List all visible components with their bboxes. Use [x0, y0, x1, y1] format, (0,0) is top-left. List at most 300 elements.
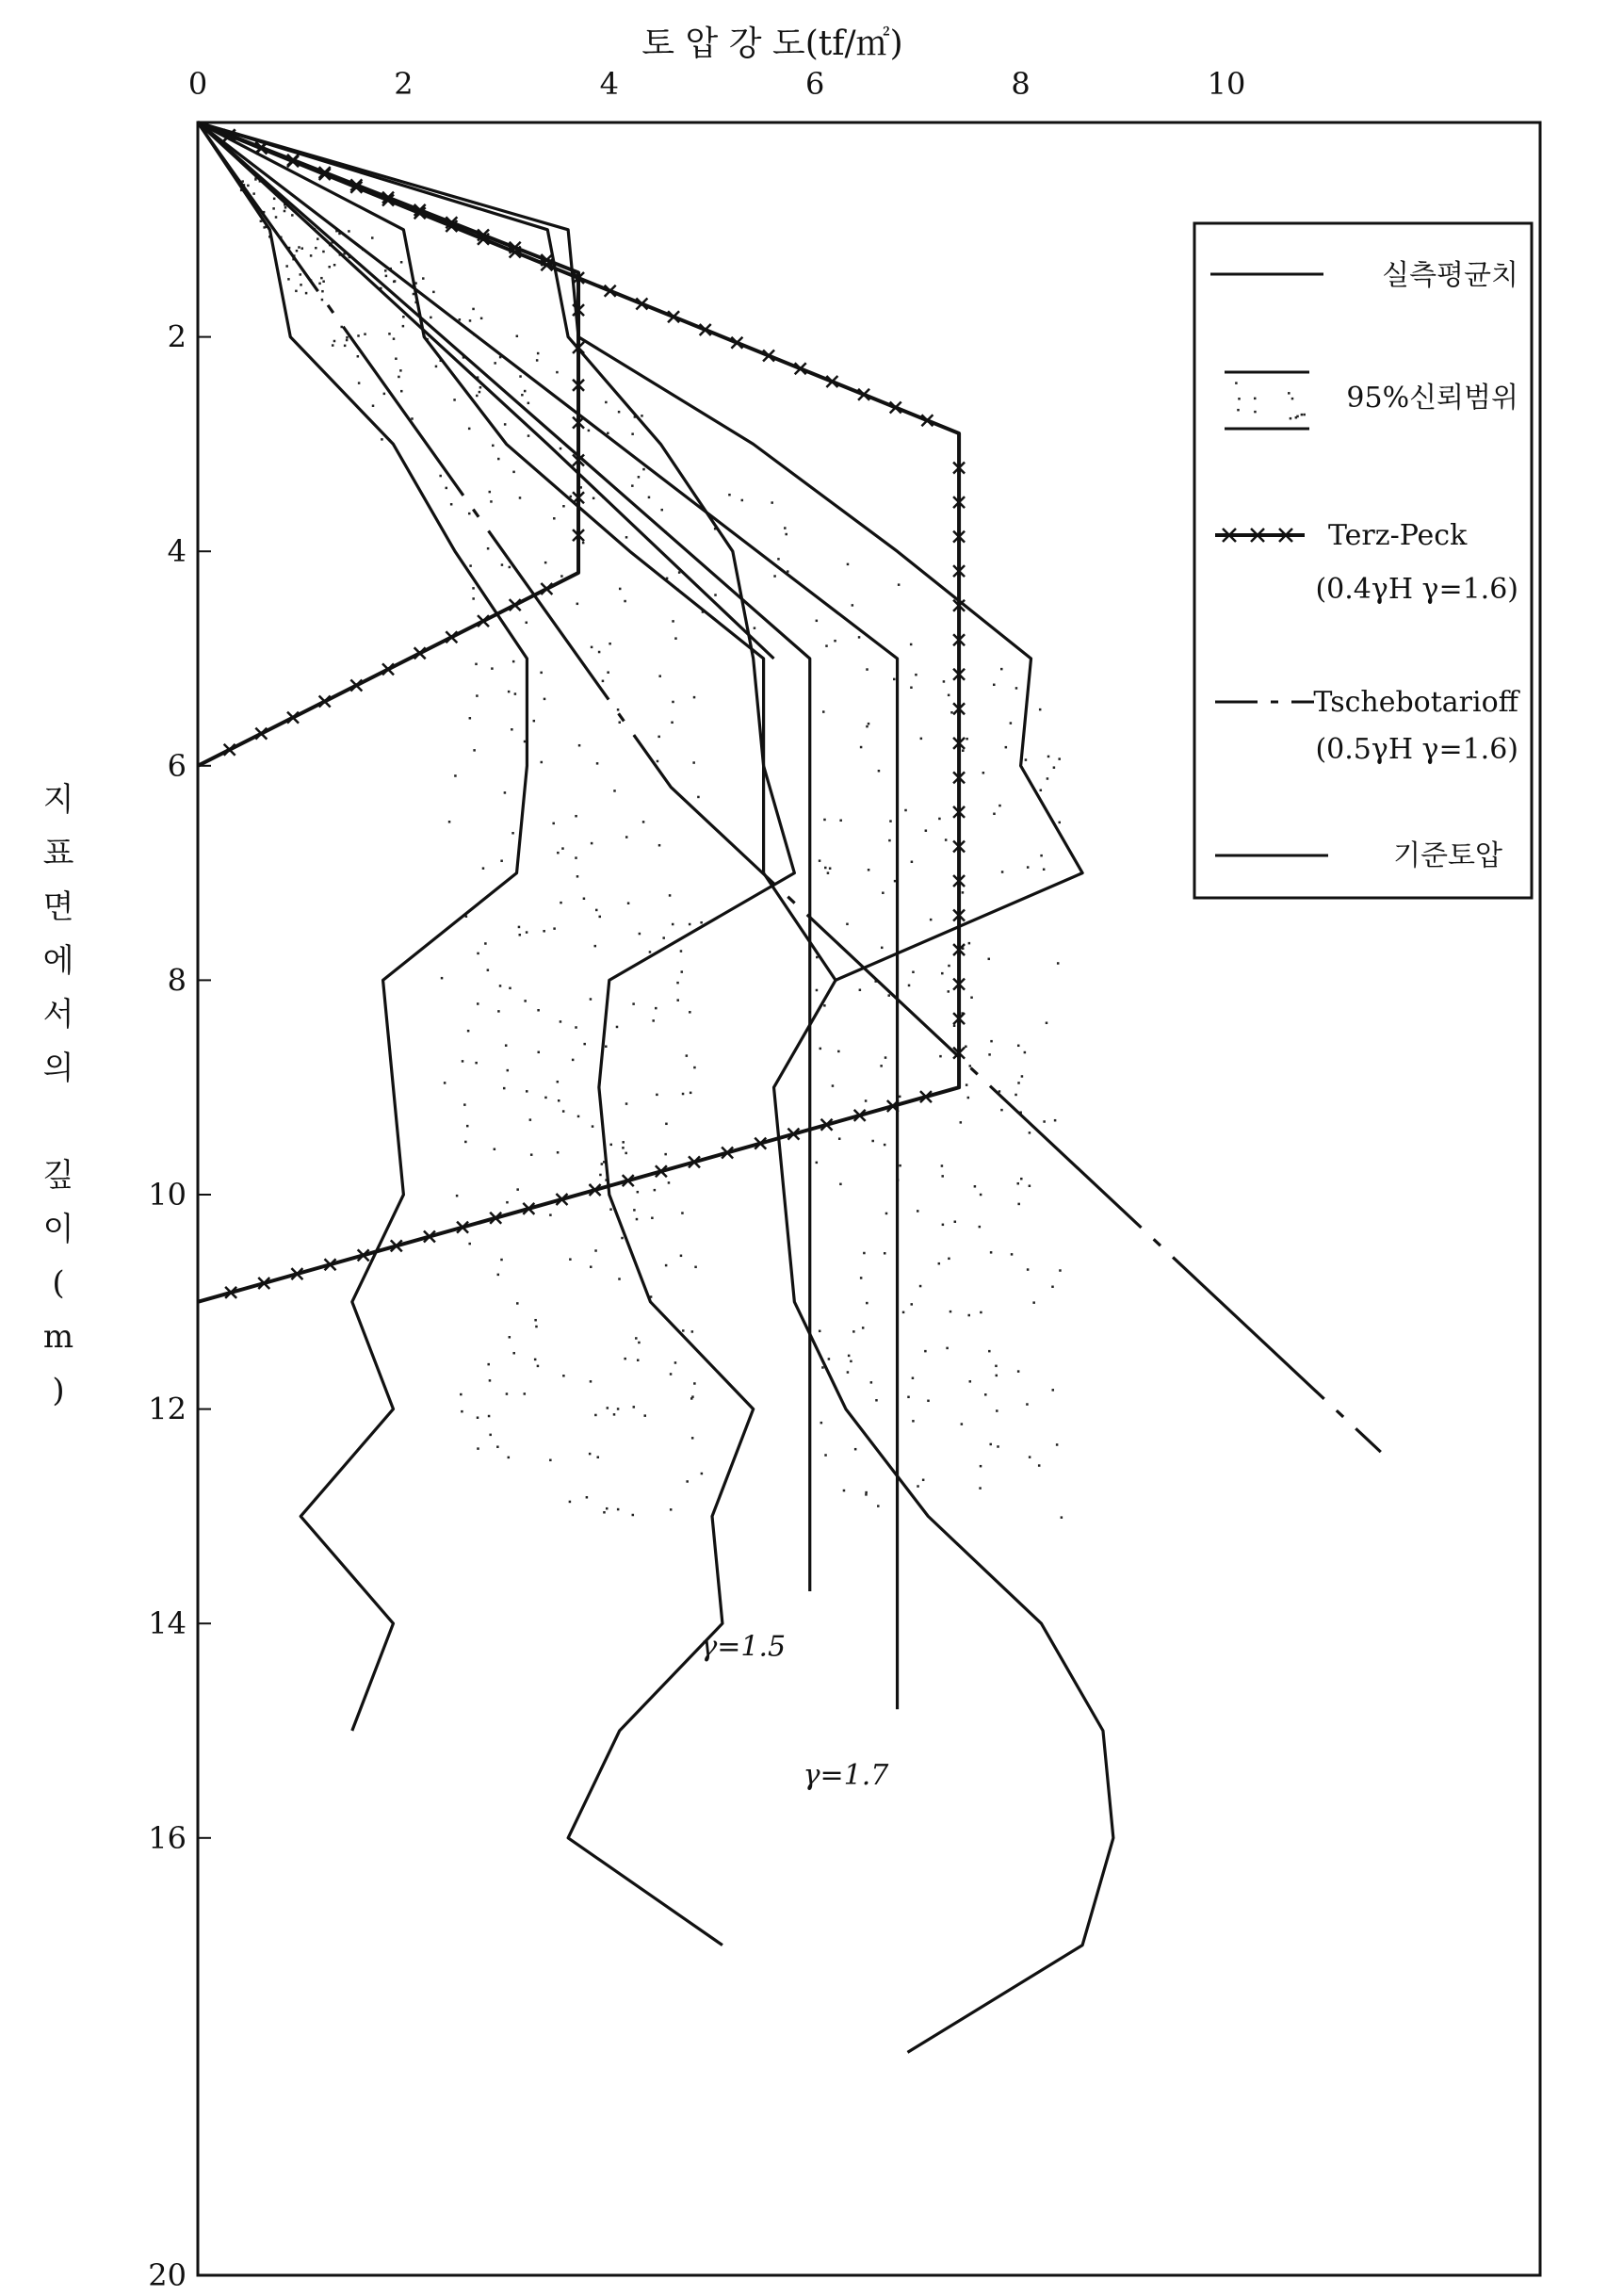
- stipple-dot-231: [697, 796, 700, 799]
- stipple-dot-b-198: [1043, 869, 1046, 871]
- stipple-dot-b-18: [865, 1099, 868, 1102]
- stipple-dot-b-192: [820, 1048, 822, 1050]
- x-tick-label-0: 0: [187, 66, 208, 102]
- stipple-dot-66: [689, 923, 691, 926]
- stipple-dot-221: [599, 1174, 602, 1177]
- stipple-dot-b-52: [846, 923, 849, 926]
- y-axis-label-char-3: 에: [42, 942, 74, 980]
- stipple-dot-b-167: [847, 563, 850, 566]
- stipple-dot-123: [496, 1445, 499, 1448]
- stipple-dot-23: [578, 744, 581, 747]
- stipple-dot-b-13: [911, 1303, 914, 1306]
- stipple-dot-156: [583, 1043, 586, 1046]
- stipple-dot-94: [320, 277, 323, 280]
- stipple-dot-b-39: [837, 1050, 840, 1053]
- stipple-dot-b-68: [998, 805, 1001, 807]
- stipple-dot-b-36: [422, 277, 425, 280]
- stipple-dot-b-45: [969, 1380, 972, 1383]
- y-axis-label-char-11: ): [52, 1372, 65, 1409]
- stipple-dot-b-220: [1043, 1120, 1046, 1123]
- stipple-dot-290: [511, 728, 513, 731]
- stipple-dot-b-77: [988, 1053, 991, 1056]
- stipple-dot-61: [494, 1148, 496, 1150]
- stipple-dot-202: [649, 951, 652, 953]
- stipple-dot-197: [602, 680, 605, 683]
- stipple-dot-135: [315, 247, 317, 250]
- stipple-dot-154: [499, 985, 502, 987]
- stipple-dot-153: [633, 1209, 636, 1212]
- stipple-dot-195: [344, 345, 347, 348]
- stipple-dot-b-248: [1017, 1045, 1020, 1048]
- stipple-dot-57: [557, 1151, 560, 1154]
- stipple-dot-314: [489, 1434, 492, 1437]
- stipple-dot-101: [609, 643, 611, 645]
- stipple-dot-204: [393, 337, 396, 340]
- stipple-dot-b-46: [777, 558, 780, 561]
- stipple-dot-140: [506, 1392, 509, 1395]
- stipple-dot-220: [538, 1051, 541, 1054]
- stipple-dot-280: [505, 1044, 508, 1047]
- legend-box: [1194, 223, 1532, 898]
- stipple-dot-73: [509, 566, 511, 569]
- stipple-dot-207: [263, 226, 266, 229]
- stipple-dot-b-161: [925, 829, 928, 832]
- stipple-dot-166: [606, 1507, 609, 1510]
- annotation-0: γ=1.5: [700, 1630, 787, 1664]
- stipple-dot-40: [287, 278, 290, 281]
- stipple-dot-267: [333, 340, 336, 343]
- stipple-dot-b-210: [884, 1144, 886, 1147]
- series-ci_right_2: [198, 122, 1082, 980]
- stipple-dot-b-174: [1057, 962, 1060, 965]
- stipple-dot-b-84: [839, 1183, 842, 1186]
- y-tick-label-2: 6: [167, 747, 187, 784]
- y-tick-label-1: 4: [167, 533, 187, 570]
- stipple-dot-209: [590, 1380, 592, 1383]
- stipple-dot-65: [395, 357, 398, 360]
- stipple-dot-20: [674, 637, 677, 640]
- stipple-dot-b-60: [459, 318, 462, 321]
- stipple-dot-22: [533, 720, 536, 723]
- stipple-dot-107: [318, 283, 321, 285]
- stipple-dot-190: [594, 945, 597, 948]
- y-axis-label-char-0: 지: [42, 781, 74, 819]
- stipple-dot-b-129: [1056, 1443, 1059, 1446]
- stipple-dot-120: [461, 1410, 463, 1413]
- stipple-dot-b-243: [816, 1162, 819, 1164]
- stipple-dot-28: [592, 1125, 594, 1128]
- stipple-dot-b-7: [588, 430, 591, 432]
- stipple-dot-b-169: [1032, 1301, 1035, 1304]
- stipple-dot-273: [411, 417, 414, 420]
- stipple-dot-b-113: [989, 1443, 992, 1446]
- stipple-dot-151: [625, 1152, 627, 1155]
- stipple-dot-72: [627, 902, 630, 904]
- stipple-dot-279: [594, 1414, 597, 1417]
- stipple-dot-136: [619, 721, 622, 724]
- stipple-dot-194: [544, 698, 546, 701]
- stipple-dot-b-1: [1020, 1178, 1023, 1181]
- stipple-dot-b-163: [868, 723, 870, 725]
- y-tick-label-4: 10: [148, 1177, 187, 1213]
- stipple-dot-b-143: [384, 269, 387, 272]
- stipple-dot-30: [672, 701, 674, 704]
- stipple-dot-134: [592, 497, 595, 500]
- legend-dot-3: [1291, 398, 1294, 400]
- stipple-dot-b-254: [560, 448, 562, 450]
- stipple-dot-227: [469, 564, 472, 567]
- stipple-dot-108: [637, 1359, 640, 1361]
- stipple-dot-32: [322, 280, 325, 283]
- stipple-dot-119: [512, 1352, 515, 1355]
- stipple-dot-b-27: [939, 1055, 942, 1058]
- stipple-dot-98: [643, 1414, 646, 1417]
- stipple-dot-b-23: [968, 942, 971, 945]
- stipple-dot-121: [617, 708, 620, 711]
- stipple-dot-137: [680, 1255, 683, 1258]
- stipple-dot-b-100: [1039, 708, 1042, 711]
- stipple-dot-b-89: [1059, 822, 1062, 824]
- stipple-dot-b-241: [821, 1366, 824, 1369]
- stipple-dot-b-133: [852, 1330, 855, 1333]
- stipple-dot-196: [301, 247, 304, 250]
- stipple-dot-55: [691, 1330, 694, 1333]
- stipple-dot-b-62: [904, 809, 907, 812]
- stipple-dot-17: [553, 927, 556, 930]
- stipple-dot-b-224: [816, 989, 819, 992]
- stipple-dot-89: [477, 1416, 479, 1419]
- stipple-dot-259: [575, 856, 577, 859]
- stipple-dot-b-117: [1047, 756, 1050, 758]
- stipple-dot-162: [254, 178, 257, 181]
- stipple-dot-287: [682, 1329, 685, 1332]
- stipple-dot-b-237: [917, 1210, 919, 1213]
- stipple-dot-294: [298, 246, 300, 249]
- stipple-dot-b-246: [528, 402, 530, 405]
- stipple-dot-b-106: [993, 684, 996, 687]
- stipple-dot-b-35: [1025, 758, 1028, 761]
- stipple-dot-b-191: [607, 432, 609, 435]
- stipple-dot-b-37: [924, 1350, 927, 1353]
- stipple-dot-293: [657, 736, 660, 739]
- stipple-dot-186: [529, 1118, 532, 1121]
- stipple-dot-281: [642, 821, 645, 823]
- legend-dot-9: [1235, 382, 1238, 384]
- stipple-dot-114: [526, 931, 528, 934]
- stipple-dot-51: [577, 1115, 580, 1118]
- stipple-dot-109: [508, 1457, 511, 1459]
- stipple-dot-86: [549, 1213, 552, 1216]
- stipple-dot-198: [469, 717, 472, 720]
- stipple-dot-b-82: [660, 509, 663, 512]
- legend-sublabel-tsche: (0.5γH γ=1.6): [1315, 733, 1518, 766]
- series-measured_a: [198, 122, 774, 659]
- stipple-dot-130: [441, 977, 444, 980]
- stipple-dot-b-255: [898, 583, 901, 586]
- stipple-dot-85: [617, 1508, 620, 1511]
- stipple-dot-b-170: [878, 770, 881, 773]
- stipple-dot-60: [537, 1009, 540, 1012]
- stipple-dot-b-64: [824, 1454, 827, 1457]
- stipple-dot-163: [638, 1342, 641, 1344]
- stipple-dot-165: [460, 1393, 463, 1396]
- stipple-dot-b-156: [930, 919, 933, 921]
- stipple-dot-10: [680, 950, 683, 953]
- stipple-dot-189: [624, 600, 626, 603]
- stipple-dot-127: [672, 620, 674, 623]
- stipple-dot-102: [591, 842, 593, 845]
- stipple-dot-144: [691, 1437, 694, 1440]
- stipple-dot-b-139: [938, 1262, 941, 1265]
- stipple-dot-b-229: [990, 1251, 993, 1254]
- stipple-dot-b-96: [784, 527, 787, 529]
- stipple-dot-b-34: [967, 1097, 970, 1099]
- stipple-dot-200: [346, 339, 349, 342]
- stipple-dot-257: [754, 627, 756, 629]
- stipple-dot-115: [544, 1097, 547, 1099]
- stipple-dot-124: [388, 333, 391, 335]
- stipple-dot-147: [518, 926, 521, 929]
- stipple-dot-b-185: [469, 319, 472, 322]
- stipple-dot-b-205: [912, 1376, 915, 1379]
- stipple-dot-201: [596, 762, 599, 765]
- legend-dot-1: [1290, 417, 1292, 420]
- stipple-dot-b-203: [948, 965, 950, 967]
- stipple-dot-80: [300, 284, 302, 286]
- stipple-dot-15: [672, 923, 674, 926]
- stipple-dot-b-165: [885, 1213, 888, 1215]
- stipple-dot-b-102: [899, 1096, 901, 1099]
- stipple-dot-b-67: [519, 375, 522, 378]
- stipple-dot-11: [658, 675, 661, 677]
- stipple-dot-168: [516, 1188, 519, 1191]
- stipple-dot-113: [669, 894, 672, 897]
- stipple-dot-276: [534, 1319, 537, 1322]
- stipple-dot-78: [676, 982, 679, 985]
- stipple-dot-82: [509, 987, 511, 990]
- stipple-dot-b-193: [881, 947, 884, 950]
- stipple-dot-67: [552, 822, 555, 825]
- stipple-dot-b-158: [1040, 790, 1043, 792]
- stipple-dot-203: [625, 836, 628, 839]
- stipple-dot-b-178: [1059, 1269, 1062, 1272]
- stipple-dot-35: [399, 369, 402, 372]
- stipple-dot-b-19: [317, 237, 319, 240]
- stipple-dot-249: [479, 386, 482, 389]
- stipple-dot-b-249: [537, 352, 540, 355]
- stipple-dot-b-38: [866, 668, 868, 671]
- stipple-dot-69: [576, 875, 579, 878]
- stipple-dot-223: [454, 774, 457, 777]
- legend-dot-0: [1288, 392, 1290, 395]
- stipple-dot-206: [701, 1473, 704, 1475]
- stipple-dot-b-59: [1021, 1075, 1024, 1078]
- stipple-dot-b-135: [824, 867, 827, 870]
- stipple-dot-132: [468, 513, 471, 515]
- stipple-dot-b-40: [852, 604, 854, 607]
- stipple-dot-b-61: [848, 1355, 851, 1358]
- stipple-dot-b-228: [371, 236, 374, 239]
- stipple-dot-b-223: [393, 281, 396, 284]
- stipple-dot-317: [621, 1237, 624, 1240]
- stipple-dot-b-125: [866, 1302, 868, 1305]
- stipple-dot-b-83: [988, 1350, 991, 1353]
- stipple-dot-239: [654, 1189, 657, 1192]
- stipple-dot-292: [252, 192, 255, 195]
- stipple-dot-b-251: [888, 839, 891, 842]
- stipple-dot-228: [607, 671, 609, 674]
- stipple-dot-255: [475, 1062, 478, 1065]
- stipple-dot-83: [357, 355, 360, 358]
- stipple-dot-25: [613, 790, 616, 792]
- stipple-dot-b-250: [889, 820, 892, 822]
- x-axis-ticks: [188, 66, 1246, 102]
- stipple-dot-b-3: [948, 694, 950, 697]
- stipple-dot-131: [590, 998, 592, 1001]
- stipple-dot-63: [670, 1508, 673, 1511]
- stipple-dot-b-233: [1061, 1516, 1063, 1519]
- stipple-dot-b-101: [990, 1040, 993, 1043]
- stipple-dot-b-72: [1017, 1082, 1020, 1084]
- stipple-dot-251: [479, 391, 481, 394]
- stipple-dot-199: [516, 1302, 519, 1305]
- stipple-dot-b-25: [945, 839, 948, 841]
- stipple-dot-b-78: [859, 989, 862, 992]
- stipple-dot-b-236: [728, 494, 731, 497]
- stipple-dot-205: [601, 1163, 604, 1165]
- stipple-dot-b-166: [865, 1493, 868, 1496]
- legend-label-tsche: Tschebotarioff: [1313, 686, 1518, 719]
- stipple-dot-275: [671, 722, 674, 725]
- stipple-dot-216: [665, 1123, 668, 1126]
- stipple-dot-53: [617, 1408, 620, 1410]
- stipple-dot-b-95: [854, 1448, 857, 1451]
- stipple-dot-171: [624, 1358, 626, 1360]
- stipple-dot-174: [625, 1102, 628, 1105]
- stipple-dot-183: [543, 930, 545, 933]
- stipple-dot-29: [591, 646, 593, 649]
- stipple-dot-b-99: [919, 1285, 922, 1288]
- stipple-dot-254: [586, 1496, 589, 1499]
- stipple-dot-b-2: [1005, 746, 1008, 749]
- stipple-dot-304: [686, 1054, 689, 1057]
- stipple-dot-269: [346, 336, 349, 339]
- stipple-dot-138: [561, 847, 564, 850]
- legend-dot-11: [1295, 416, 1298, 419]
- stipple-dot-b-240: [961, 1423, 964, 1425]
- stipple-dot-150: [652, 1019, 655, 1022]
- stipple-dot-b-141: [938, 818, 941, 821]
- stipple-dot-97: [321, 299, 324, 301]
- stipple-dot-b-212: [882, 891, 885, 894]
- stipple-dot-b-214: [887, 994, 890, 997]
- stipple-dot-b-81: [618, 411, 621, 414]
- stipple-dot-b-85: [1015, 1094, 1017, 1097]
- x-tick-label-3: 6: [805, 66, 825, 102]
- stipple-dot-210: [519, 497, 522, 499]
- stipple-dot-b-114: [1016, 1182, 1019, 1185]
- x-tick-label-4: 8: [1011, 66, 1031, 102]
- stipple-dot-b-234: [638, 476, 641, 479]
- stipple-dot-b-225: [920, 738, 923, 741]
- stipple-dot-141: [464, 1141, 467, 1144]
- stipple-dot-268: [310, 254, 313, 257]
- stipple-dot-181: [665, 1264, 668, 1267]
- stipple-dot-274: [595, 909, 598, 912]
- stipple-dot-1: [501, 563, 504, 566]
- stipple-dot-b-181: [908, 985, 911, 987]
- stipple-dot-185: [508, 691, 511, 693]
- stipple-dot-b-184: [1017, 1203, 1020, 1206]
- stipple-dot-157: [476, 694, 479, 697]
- stipple-dot-13: [560, 575, 563, 578]
- stipple-dot-142: [477, 1447, 479, 1450]
- stipple-dot-155: [333, 264, 336, 267]
- stipple-dot-b-144: [910, 686, 913, 689]
- stipple-dot-312: [482, 867, 485, 870]
- stipple-dot-b-92: [771, 501, 773, 504]
- stipple-dot-19: [296, 250, 299, 252]
- legend-dot-5: [1301, 414, 1304, 416]
- stipple-dot-b-71: [1047, 777, 1049, 780]
- stipple-dot-96: [247, 185, 250, 187]
- y-axis-label-char-9: (: [52, 1264, 65, 1302]
- stipple-dot-253: [562, 1110, 565, 1113]
- stipple-dot-145: [487, 547, 490, 550]
- stipple-dot-284: [456, 1195, 459, 1197]
- stipple-dot-248: [609, 1208, 612, 1211]
- stipple-dot-b-176: [966, 1083, 968, 1086]
- stipple-dot-318: [590, 1265, 592, 1268]
- stipple-dot-43: [534, 1359, 537, 1361]
- stipple-dot-125: [273, 198, 276, 201]
- stipple-dot-54: [670, 1373, 673, 1376]
- stipple-dot-b-172: [974, 1185, 977, 1188]
- stipple-dot-b-14: [907, 1396, 910, 1399]
- stipple-dot-106: [549, 1459, 552, 1462]
- stipple-dot-167: [473, 749, 476, 752]
- stipple-dot-b-162: [922, 1479, 925, 1482]
- stipple-dot-b-11: [1027, 1268, 1030, 1271]
- stipple-dot-b-80: [648, 497, 651, 499]
- stipple-dot-12: [526, 622, 528, 625]
- stipple-dot-272: [668, 1181, 671, 1184]
- stipple-dot-b-50: [828, 1358, 831, 1360]
- stipple-dot-95: [472, 597, 475, 600]
- stipple-dot-211: [651, 1217, 654, 1220]
- stipple-dot-64: [607, 1407, 609, 1409]
- stipple-dot-b-230: [912, 1420, 915, 1423]
- stipple-dot-b-127: [472, 308, 475, 311]
- stipple-dot-b-199: [1024, 1051, 1027, 1054]
- annotation-1: γ=1.7: [803, 1758, 889, 1792]
- x-tick-label-5: 10: [1207, 66, 1246, 102]
- stipple-dot-246: [477, 1002, 479, 1005]
- stipple-dot-b-244: [1000, 668, 1003, 671]
- stipple-dot-b-6: [911, 861, 914, 864]
- y-tick-label-0: 2: [167, 318, 187, 355]
- stipple-dot-116: [468, 428, 471, 431]
- stipple-dot-b-256: [843, 1490, 846, 1492]
- stipple-dot-169: [535, 1326, 538, 1328]
- stipple-dot-b-118: [631, 432, 634, 435]
- x-tick-label-1: 2: [394, 66, 414, 102]
- stipple-dot-b-55: [902, 1311, 905, 1314]
- stipple-dot-26: [575, 1026, 577, 1029]
- stipple-dot-75: [681, 1212, 684, 1214]
- stipple-dot-b-86: [348, 230, 350, 233]
- stipple-dot-226: [524, 1000, 527, 1002]
